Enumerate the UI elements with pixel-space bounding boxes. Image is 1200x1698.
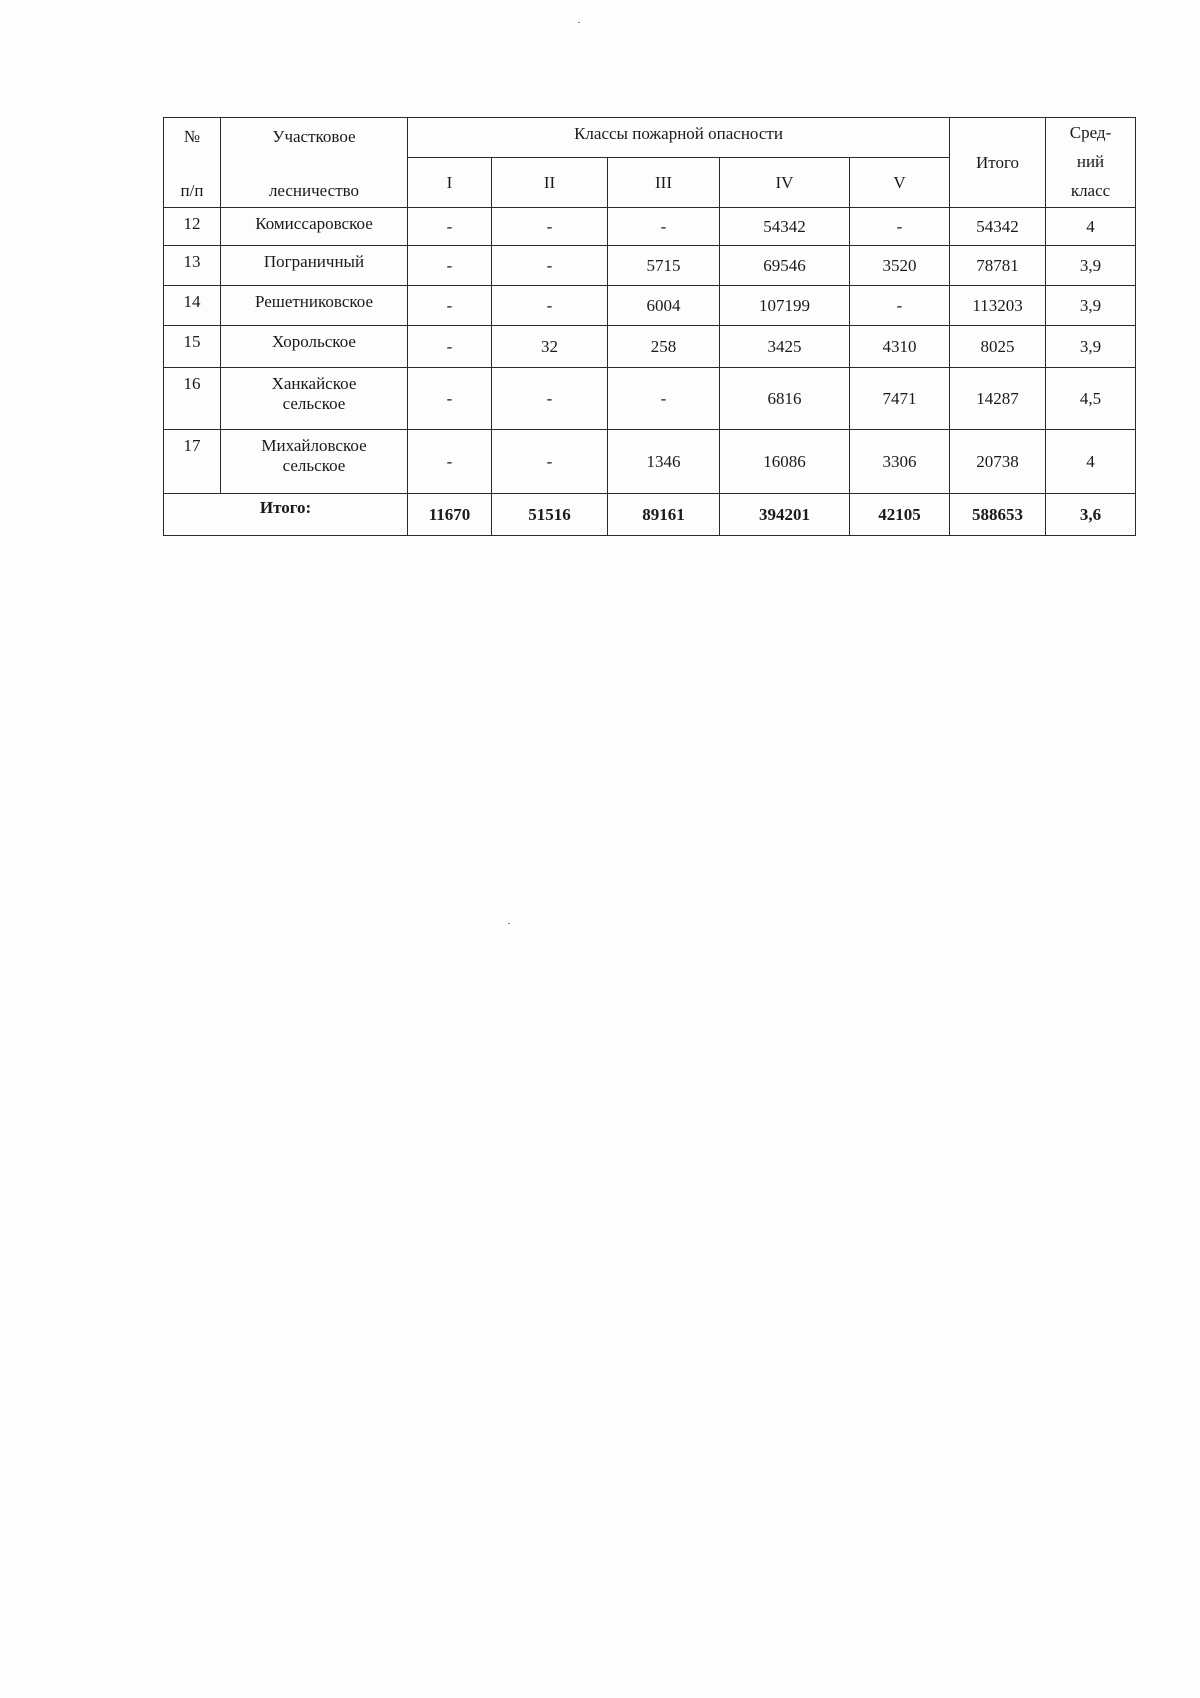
row-number: 13 (164, 246, 221, 286)
row-class-5: - (850, 286, 950, 326)
row-class-5: 3520 (850, 246, 950, 286)
row-class-4: 54342 (720, 208, 850, 246)
row-class-4: 6816 (720, 368, 850, 430)
row-total: 8025 (950, 326, 1046, 368)
row-total: 113203 (950, 286, 1046, 326)
row-forestry-name (221, 208, 408, 246)
row-class-3: - (608, 368, 720, 430)
header-average-cell (1046, 118, 1136, 208)
header-forestry-cell (221, 118, 408, 208)
table-row (164, 208, 1136, 246)
header-average-line3: класс (1070, 180, 1111, 200)
table-row (164, 368, 1136, 430)
row-average: 4 (1046, 430, 1136, 494)
row-class-1: - (408, 326, 492, 368)
row-number: 14 (164, 286, 221, 326)
forestry-name-line1: Комиссаровское (255, 214, 373, 233)
row-number: 16 (164, 368, 221, 430)
row-average: 4,5 (1046, 368, 1136, 430)
header-row-1 (164, 118, 1136, 158)
row-class-3: 6004 (608, 286, 720, 326)
header-number-abbrev: п/п (180, 180, 204, 200)
forestry-name-line1: Пограничный (263, 252, 365, 271)
row-class-1: - (408, 246, 492, 286)
row-class-4: 16086 (720, 430, 850, 494)
row-forestry-name (221, 368, 408, 430)
row-class-1: - (408, 430, 492, 494)
row-class-1: - (408, 208, 492, 246)
row-class-5: 4310 (850, 326, 950, 368)
row-average: 4 (1046, 208, 1136, 246)
totals-row (164, 494, 1136, 536)
table-row (164, 326, 1136, 368)
row-forestry-name (221, 326, 408, 368)
row-number: 15 (164, 326, 221, 368)
row-class-5: 7471 (850, 368, 950, 430)
row-class-1: - (408, 286, 492, 326)
row-class-3: 1346 (608, 430, 720, 494)
forestry-name-line2: сельское (282, 393, 346, 413)
header-forestry-line1: Участковое (272, 126, 356, 146)
forestry-name-line1: Ханкайское (271, 374, 357, 393)
row-number: 17 (164, 430, 221, 494)
forestry-name-line2: сельское (282, 455, 346, 475)
row-class-4: 3425 (720, 326, 850, 368)
row-class-1: - (408, 368, 492, 430)
totals-class-5: 42105 (850, 494, 950, 536)
header-average-line2: ний (1076, 151, 1105, 171)
row-average: 3,9 (1046, 246, 1136, 286)
row-total: 54342 (950, 208, 1046, 246)
scan-speck (578, 22, 580, 23)
row-forestry-name (221, 246, 408, 286)
row-class-2: - (492, 208, 608, 246)
totals-class-4: 394201 (720, 494, 850, 536)
table-row (164, 246, 1136, 286)
header-class-3: III (608, 158, 720, 208)
row-average: 3,9 (1046, 286, 1136, 326)
forestry-name-line1: Решетниковское (254, 292, 374, 311)
forestry-name-line1: Хорольское (272, 332, 356, 351)
totals-label: Итого: (164, 494, 408, 536)
row-class-2: - (492, 286, 608, 326)
row-number: 12 (164, 208, 221, 246)
fire-danger-table (163, 117, 1136, 536)
row-class-4: 107199 (720, 286, 850, 326)
row-forestry-name (221, 430, 408, 494)
table-row (164, 430, 1136, 494)
row-class-4: 69546 (720, 246, 850, 286)
row-total: 20738 (950, 430, 1046, 494)
header-classes-title: Классы пожарной опасности (408, 118, 950, 158)
totals-class-2: 51516 (492, 494, 608, 536)
row-total: 78781 (950, 246, 1046, 286)
forestry-name-line1: Михайловское (261, 436, 367, 455)
scan-speck (508, 923, 510, 924)
row-class-5: 3306 (850, 430, 950, 494)
row-class-5: - (850, 208, 950, 246)
header-class-1: I (408, 158, 492, 208)
row-total: 14287 (950, 368, 1046, 430)
row-class-3: - (608, 208, 720, 246)
header-total: Итого (950, 118, 1046, 208)
totals-total: 588653 (950, 494, 1046, 536)
header-class-5: V (850, 158, 950, 208)
header-number-symbol: № (183, 126, 201, 146)
row-class-3: 258 (608, 326, 720, 368)
totals-class-3: 89161 (608, 494, 720, 536)
header-number-cell (164, 118, 221, 208)
row-class-2: - (492, 246, 608, 286)
totals-class-1: 11670 (408, 494, 492, 536)
row-class-2: - (492, 430, 608, 494)
row-class-3: 5715 (608, 246, 720, 286)
table-row (164, 286, 1136, 326)
totals-average: 3,6 (1046, 494, 1136, 536)
row-class-2: 32 (492, 326, 608, 368)
header-average-line1: Сред- (1069, 122, 1112, 142)
header-forestry-line2: лесничество (268, 180, 360, 200)
row-forestry-name (221, 286, 408, 326)
row-class-2: - (492, 368, 608, 430)
header-class-2: II (492, 158, 608, 208)
row-average: 3,9 (1046, 326, 1136, 368)
header-class-4: IV (720, 158, 850, 208)
